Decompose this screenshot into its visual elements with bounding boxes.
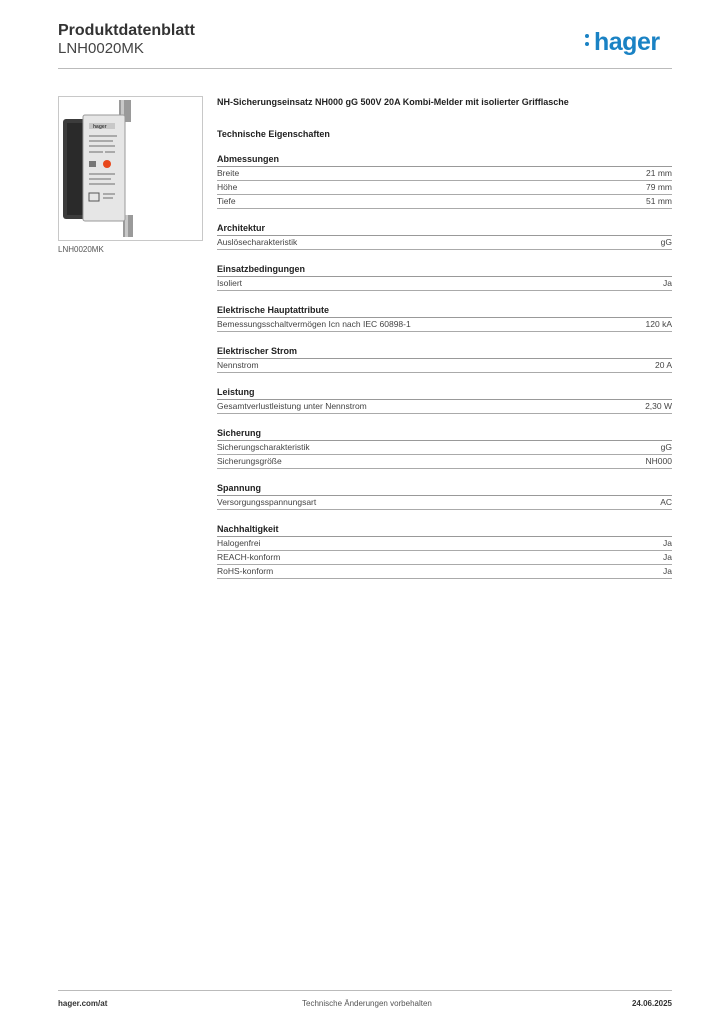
section-title: Architektur bbox=[217, 223, 672, 236]
spec-label: Halogenfrei bbox=[217, 538, 261, 548]
spec-row bbox=[217, 195, 672, 209]
spec-row bbox=[217, 551, 672, 565]
spec-value: 51 mm bbox=[646, 196, 672, 206]
spec-label: Breite bbox=[217, 168, 240, 178]
header-divider bbox=[58, 68, 672, 69]
spec-label: Versorgungsspannungsart bbox=[217, 497, 317, 507]
spec-label: Tiefe bbox=[217, 196, 236, 206]
svg-text:hager: hager bbox=[93, 124, 107, 130]
spec-section bbox=[217, 305, 672, 332]
product-image bbox=[58, 96, 203, 241]
spec-value: 2,30 W bbox=[645, 401, 672, 411]
hager-logo bbox=[594, 28, 660, 57]
spec-label: RoHS-konform bbox=[217, 566, 274, 576]
product-title: NH-Sicherungseinsatz NH000 gG 500V 20A Kombi-Melder mit isolierter Grifflasche bbox=[217, 97, 569, 107]
spec-value: Ja bbox=[663, 566, 672, 576]
footer-divider bbox=[58, 990, 672, 991]
spec-value: gG bbox=[660, 237, 672, 247]
footer-disclaimer: Technische Änderungen vorbehalten bbox=[302, 999, 432, 1008]
spec-row bbox=[217, 565, 672, 579]
spec-row bbox=[217, 167, 672, 181]
section-title: Spannung bbox=[217, 483, 672, 496]
spec-content bbox=[217, 97, 672, 593]
section-title: Elektrische Hauptattribute bbox=[217, 305, 672, 318]
section-title: Sicherung bbox=[217, 428, 672, 441]
spec-value: 79 mm bbox=[646, 182, 672, 192]
section-title: Leistung bbox=[217, 387, 672, 400]
spec-section bbox=[217, 346, 672, 373]
spec-row bbox=[217, 318, 672, 332]
spec-section bbox=[217, 154, 672, 209]
section-title: Nachhaltigkeit bbox=[217, 524, 672, 537]
spec-section bbox=[217, 428, 672, 469]
section-title: Elektrischer Strom bbox=[217, 346, 672, 359]
spec-row bbox=[217, 400, 672, 414]
article-number: LNH0020MK bbox=[58, 40, 144, 57]
spec-value: 20 A bbox=[654, 360, 672, 370]
spec-label: Auslösecharakteristik bbox=[217, 237, 298, 247]
footer-date: 24.06.2025 bbox=[631, 999, 672, 1008]
spec-section bbox=[217, 524, 672, 579]
page-title: Produktdatenblatt bbox=[58, 22, 195, 39]
spec-row bbox=[217, 277, 672, 291]
footer-website: hager.com/at bbox=[58, 999, 108, 1008]
spec-value: 21 mm bbox=[646, 168, 672, 178]
spec-value: AC bbox=[660, 497, 672, 507]
spec-row bbox=[217, 236, 672, 250]
spec-label: Sicherungsgröße bbox=[217, 456, 282, 466]
logo-text: hager bbox=[594, 28, 660, 56]
tech-heading: Technische Eigenschaften bbox=[217, 129, 330, 139]
image-caption: LNH0020MK bbox=[58, 245, 104, 254]
spec-row bbox=[217, 496, 672, 510]
spec-value: Ja bbox=[663, 552, 672, 562]
spec-row bbox=[217, 441, 672, 455]
spec-value: Ja bbox=[663, 278, 672, 288]
spec-section bbox=[217, 223, 672, 250]
logo-dots-icon bbox=[585, 34, 591, 50]
spec-section bbox=[217, 387, 672, 414]
spec-row bbox=[217, 455, 672, 469]
spec-label: Höhe bbox=[217, 182, 238, 192]
fuse-illustration-icon bbox=[59, 97, 202, 240]
spec-row bbox=[217, 537, 672, 551]
spec-sections bbox=[217, 154, 672, 579]
spec-label: Gesamtverlustleistung unter Nennstrom bbox=[217, 401, 367, 411]
spec-label: Isoliert bbox=[217, 278, 243, 288]
spec-label: Nennstrom bbox=[217, 360, 259, 370]
spec-label: REACH-konform bbox=[217, 552, 281, 562]
spec-value: gG bbox=[660, 442, 672, 452]
spec-row bbox=[217, 181, 672, 195]
spec-section bbox=[217, 264, 672, 291]
section-title: Abmessungen bbox=[217, 154, 672, 167]
spec-row bbox=[217, 359, 672, 373]
spec-label: Sicherungscharakteristik bbox=[217, 442, 310, 452]
spec-label: Bemessungsschaltvermögen Icn nach IEC 60898-1 bbox=[217, 319, 411, 329]
spec-value: 120 kA bbox=[645, 319, 672, 329]
spec-value: NH000 bbox=[645, 456, 672, 466]
spec-value: Ja bbox=[663, 538, 672, 548]
spec-section bbox=[217, 483, 672, 510]
section-title: Einsatzbedingungen bbox=[217, 264, 672, 277]
